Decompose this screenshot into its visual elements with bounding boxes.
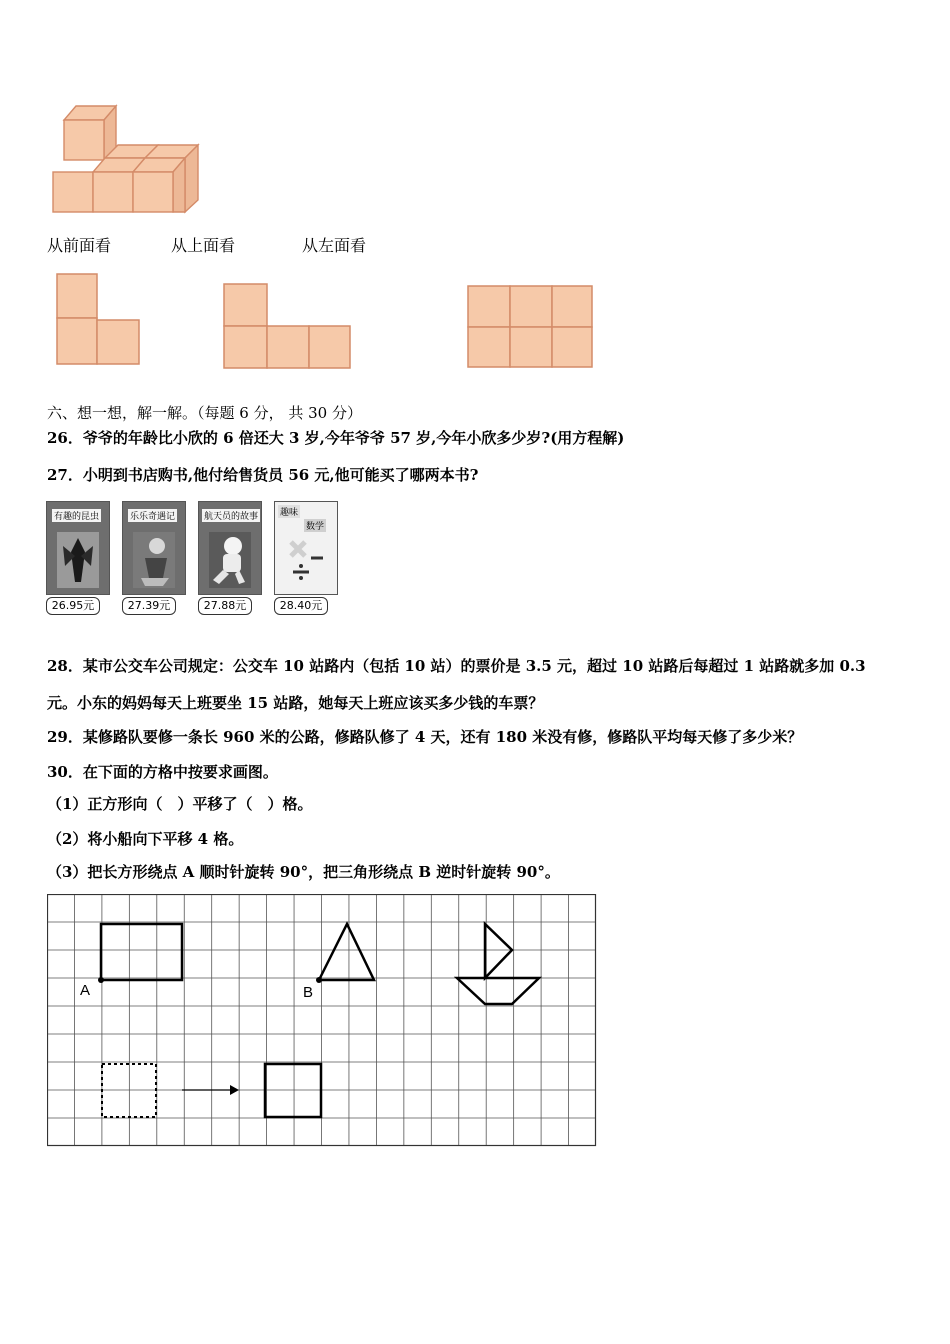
square-translated	[265, 1064, 321, 1117]
point-b-label: B	[303, 984, 314, 1001]
question-28-line2: 元。小东的妈妈每天上班要坐 15 站路，她每天上班应该买多少钱的车票？	[47, 694, 544, 712]
insect-icon	[57, 532, 99, 588]
book-title: 乐乐奇遇记	[128, 509, 177, 522]
book-item	[122, 497, 186, 617]
top-view-figure	[221, 282, 353, 370]
question-29: 29．某修路队要修一条长 960 米的公路，修路队修了 4 天，还有 180 米没有修，修路队平均每天修了多少米？	[47, 728, 803, 746]
character-icon	[133, 532, 175, 588]
book-item	[46, 497, 110, 617]
arrow-head-icon	[230, 1085, 239, 1095]
question-28-line1: 28．某市公交车公司规定：公交车 10 站路内（包括 10 站）的票价是 3.5 元，超过 10 站路后每超过 1 站路就多加 0.3	[47, 657, 866, 675]
boat-shape	[457, 924, 539, 1004]
book-title-b: 数学	[304, 519, 326, 532]
book-item	[198, 497, 262, 617]
triangle-shape	[319, 924, 374, 980]
book-price: 27.39元	[122, 597, 176, 615]
book-title: 航天员的故事	[202, 509, 260, 522]
astronaut-icon	[209, 532, 251, 588]
left-view-figure	[465, 284, 595, 370]
question-30-part1: （1）正方形向（ ）平移了（ ）格。	[47, 795, 313, 813]
point-a	[98, 977, 104, 983]
question-30: 30．在下面的方格中按要求画图。	[47, 763, 278, 781]
view-label-left: 从左面看	[302, 236, 367, 255]
math-symbols-icon	[285, 532, 327, 588]
view-label-top: 从上面看	[171, 236, 236, 255]
book-title: 有趣的昆虫	[52, 509, 101, 522]
book-item	[274, 497, 338, 617]
cube-solid-figure	[50, 100, 210, 218]
book-title-a: 趣味	[278, 505, 300, 518]
point-a-label: A	[80, 982, 91, 999]
book-price: 26.95元	[46, 597, 100, 615]
question-26: 26．爷爷的年龄比小欣的 6 倍还大 3 岁,今年爷爷 57 岁,今年小欣多少岁?(用方程解)	[47, 429, 625, 447]
view-label-front: 从前面看	[47, 236, 112, 255]
point-b	[316, 977, 322, 983]
rectangle-shape	[101, 924, 182, 980]
question-30-part3: （3）把长方形绕点 A 顺时针旋转 90°，把三角形绕点 B 逆时针旋转 90°。	[47, 863, 560, 881]
book-price: 28.40元	[274, 597, 328, 615]
book-price: 27.88元	[198, 597, 252, 615]
question-30-part2: （2）将小船向下平移 4 格。	[47, 830, 244, 848]
question-27: 27．小明到书店购书,他付给售货员 56 元,他可能买了哪两本书?	[47, 466, 479, 484]
front-view-figure	[54, 272, 144, 368]
drawing-grid	[47, 894, 597, 1148]
section-title: 六、想一想，解一解。（每题 6 分， 共 30 分）	[47, 404, 362, 422]
